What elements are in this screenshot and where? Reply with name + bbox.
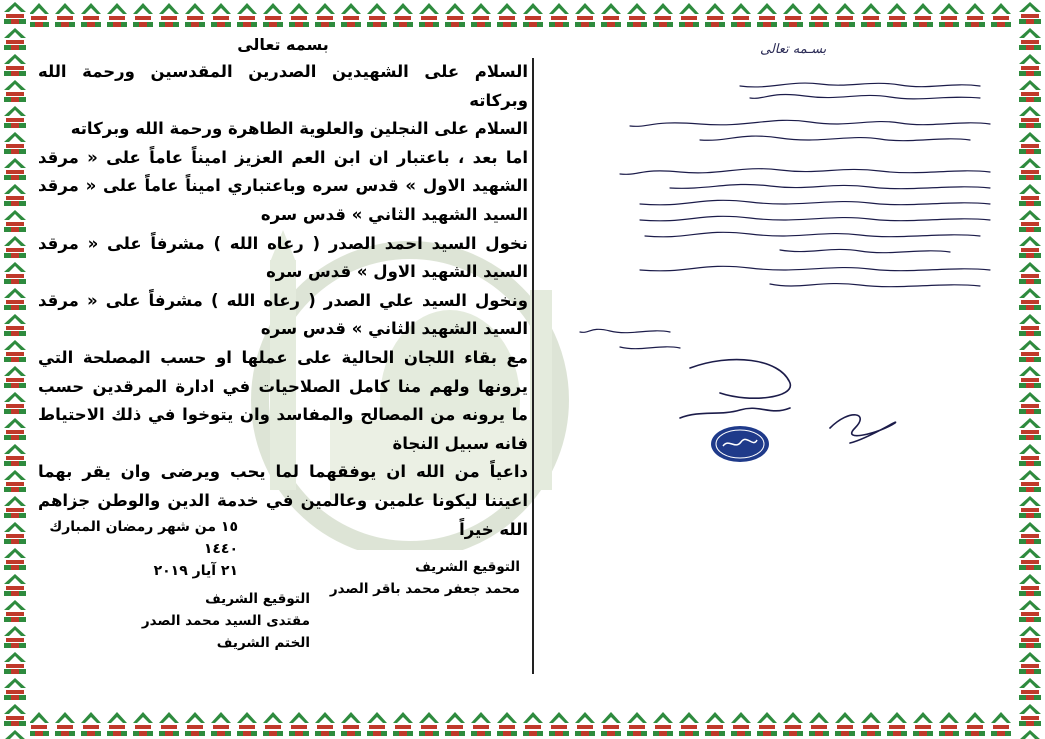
paragraph-body-1: اما بعد ، باعتبار ان ابن العم العزيز اميناً عاماً على « مرقد الشهيد الاول » قدس سره وباعتباري اميناً عاماً على « مرقد السيد الشهيد الثاني » قدس سره — [38, 147, 528, 224]
date-gregorian: ٢١ آيار ٢٠١٩ — [153, 563, 238, 579]
ornamental-border-right — [1015, 0, 1045, 739]
signature-block-1 — [320, 556, 520, 600]
paragraph-body-3: ونخول السيد علي الصدر ( رعاه الله ) مشرفاً على « مرقد السيد الشهيد الثاني » قدس سره — [38, 290, 528, 339]
date-hijri: ١٥ من شهر رمضان المبارك ١٤٤٠ — [49, 519, 238, 557]
handwritten-original — [550, 38, 1005, 478]
signature-2-label: التوقيع الشريف — [205, 591, 310, 607]
paragraph-body-2: نخول السيد احمد الصدر ( رعاه الله ) مشرفاً على « مرقد السيد الشهيد الاول » قدس سره — [38, 233, 528, 282]
ornamental-border-left — [0, 0, 30, 739]
column-divider — [532, 58, 534, 674]
letter-title: بسمه تعالى — [237, 35, 329, 54]
ornamental-border-top — [0, 0, 1045, 30]
signature-block-2 — [110, 588, 310, 654]
paragraph-closing: داعياً من الله ان يوفقهما لما يحب ويرضى وان يقر بهما اعيننا ليكونا علمين وعالمين في خدمة الدين والوطن جزاهم الله خيراً — [38, 462, 528, 539]
seal-label: الختم الشريف — [216, 635, 310, 651]
signature-1-name: محمد جعفر محمد باقر الصدر — [329, 581, 520, 597]
paragraph-body-4: مع بقاء اللجان الحالية على عملها او حسب المصلحة التي يرونها ولهم منا كامل الصلاحيات في ادارة المرقدين حسب ما يرونه من المصالح والمفاسد وان يتوخوا في ذلك الاحتياط فانه سبيل النجاة — [38, 347, 528, 453]
paragraph-greeting-2: السلام على النجلين والعلوية الطاهرة ورحمة الله وبركاته — [70, 119, 528, 139]
official-seal-stamp — [709, 424, 771, 464]
signature-2-name: مقتدى السيد محمد الصدر — [141, 613, 310, 629]
handwritten-title: بسـمه تعالى — [760, 42, 827, 57]
ornamental-border-bottom — [0, 709, 1045, 739]
letter-dates — [38, 516, 238, 582]
paragraph-greeting-1: السلام على الشهيدين الصدرين المقدسين ورحمة الله وبركاته — [38, 62, 528, 110]
typed-transcription — [38, 35, 528, 544]
signature-1-label: التوقيع الشريف — [415, 559, 520, 575]
